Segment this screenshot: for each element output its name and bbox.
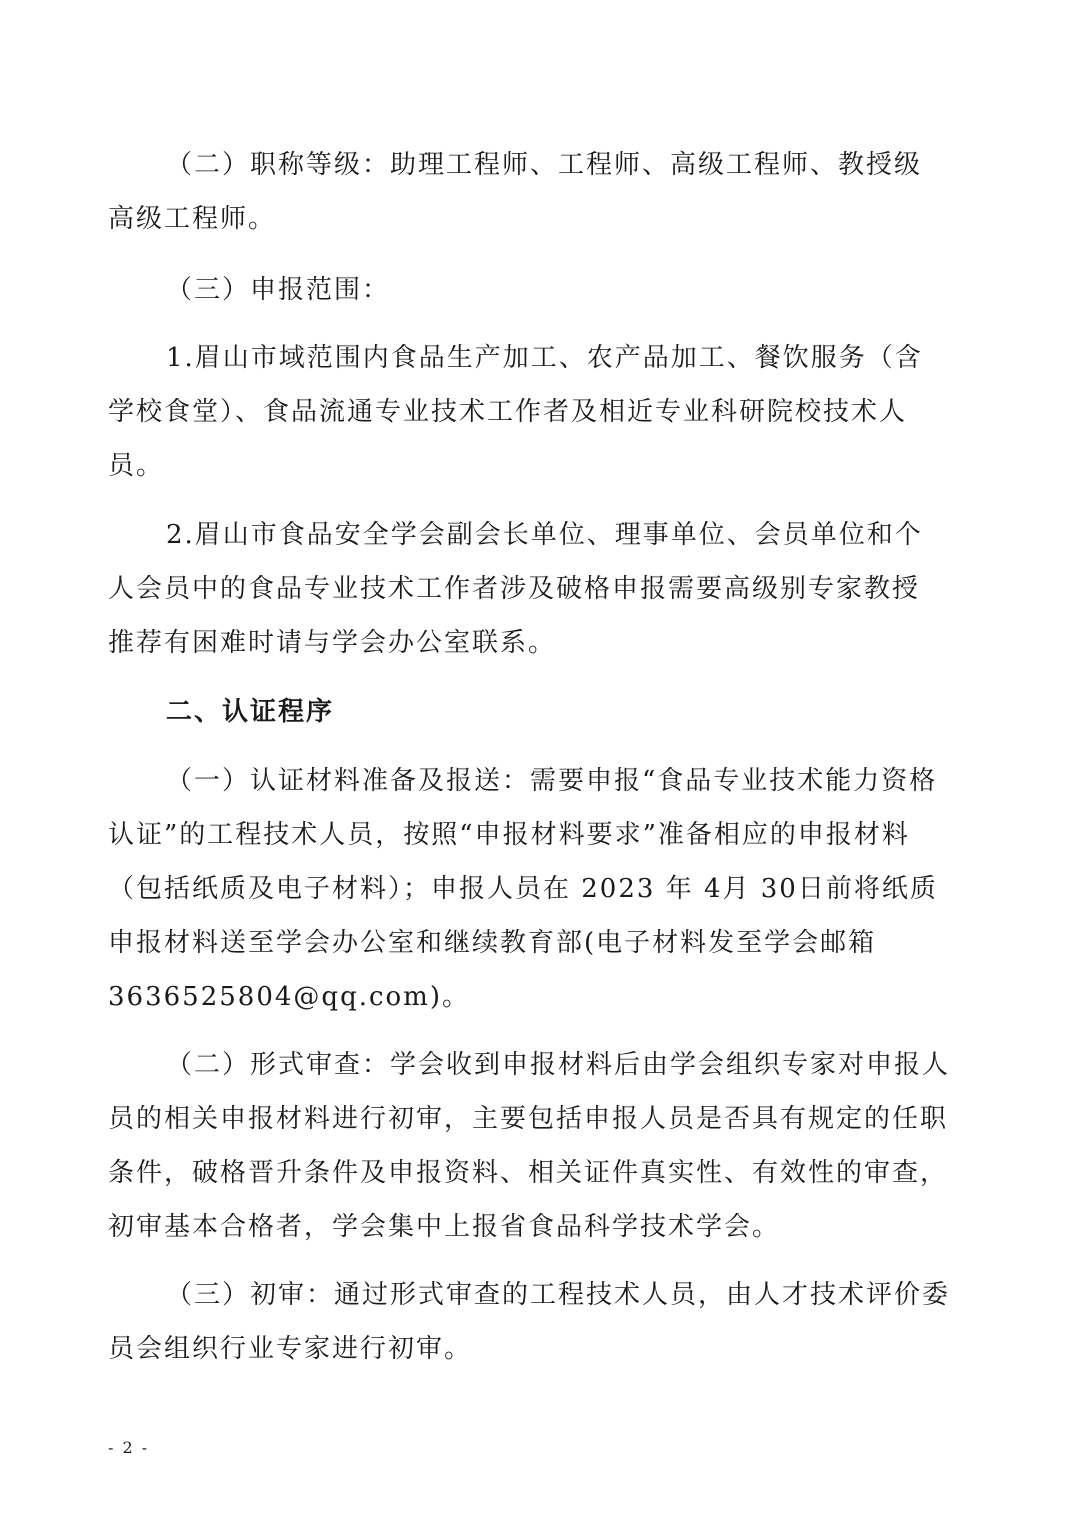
text-line: 员会组织行业专家进行初审。 [108,1334,473,1364]
text-line: 1.眉山市域范围内食品生产加工、农产品加工、餐饮服务（含 [166,343,923,373]
text-line: 人会员中的食品专业技术工作者涉及破格申报需要高级别专家教授 [108,574,921,604]
page-number: - 2 - [108,1438,150,1457]
text-line: 高级工程师。 [108,204,277,234]
text-line: 学校食堂）、食品流通专业技术工作者及相近专业科研院校技术人 [108,397,908,427]
paragraph-scope-item-1 [108,331,988,493]
text-line: （一）认证材料准备及报送：需要申报“食品专业技术能力资格 [166,766,938,796]
paragraph-scope-item-2 [108,508,988,670]
paragraph-material-submission [108,754,988,1024]
text-line: 条件，破格晋升条件及申报资料、相关证件真实性、有效性的审查， [108,1158,949,1188]
text-line: （二）形式审查：学会收到申报材料后由学会组织专家对申报人 [166,1050,951,1080]
paragraph-preliminary-review [108,1268,988,1376]
section-heading-text: 二、认证程序 [166,697,335,727]
paragraph-scope-heading [108,263,988,317]
text-line: （二）职称等级：助理工程师、工程师、高级工程师、教授级 [166,150,923,180]
text-line: 2.眉山市食品安全学会副会长单位、理事单位、会员单位和个 [166,520,923,550]
text-line: （三）初审：通过形式审查的工程技术人员，由人才技术评价委 [166,1280,951,1310]
paragraph-formal-review [108,1038,988,1254]
section-heading [108,685,988,739]
text-line: 认证”的工程技术人员，按照“申报材料要求”准备相应的申报材料 [108,820,910,850]
text-line: （包括纸质及电子材料）；申报人员在 2023 年 4月 30日前将纸质 [108,874,938,904]
text-line: 3636525804@qq.com)。 [108,982,470,1012]
paragraph-title-levels [108,138,988,246]
text-line: 申报材料送至学会办公室和继续教育部(电子材料发至学会邮箱 [108,928,877,958]
text-line: 员的相关申报材料进行初审，主要包括申报人员是否具有规定的任职 [108,1104,949,1134]
text-line: 员。 [108,451,165,481]
text-line: 推荐有困难时请与学会办公室联系。 [108,628,557,658]
text-line: （三）申报范围： [166,275,391,305]
text-line: 初审基本合格者，学会集中上报省食品科学技术学会。 [108,1212,781,1242]
